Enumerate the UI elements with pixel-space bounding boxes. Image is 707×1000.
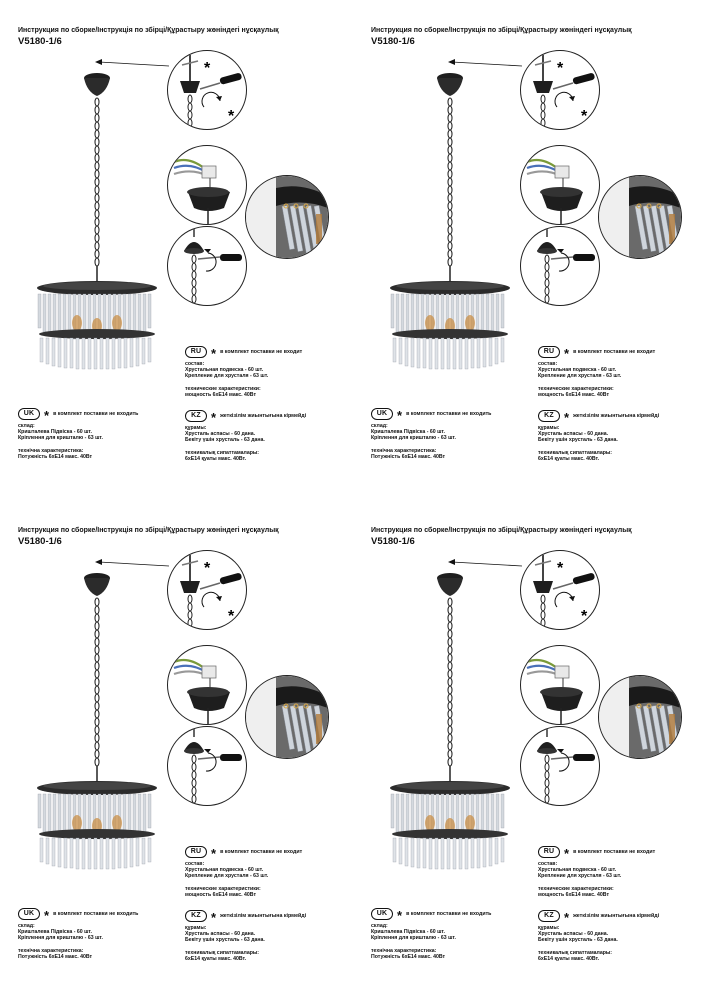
spec-line: технічна характеристика: xyxy=(371,947,437,954)
instruction-sheet-2 xyxy=(353,0,706,500)
spec-line: склад: xyxy=(371,923,388,929)
svg-text:*: * xyxy=(204,60,211,77)
lang-badge-uk: UK xyxy=(371,908,393,920)
spec-line: Крепление для хрусталя - 63 шт. xyxy=(185,873,269,880)
spec-line: состав: xyxy=(185,361,205,367)
model-number: V5180-1/6 xyxy=(18,536,62,547)
asterisk-icon: * xyxy=(211,410,217,425)
spec-line: техникалық сипаттамалары: xyxy=(538,949,613,956)
spec-line: Потужність 6xE14 макс. 40Вт xyxy=(18,953,93,960)
svg-text:*: * xyxy=(228,608,235,625)
spec-line: склад: xyxy=(371,423,388,429)
spec-line: технічна характеристика: xyxy=(371,447,437,454)
asterisk-icon: * xyxy=(211,346,217,361)
spec-line: технические характеристики: xyxy=(185,885,261,892)
model-number: V5180-1/6 xyxy=(371,36,415,47)
lang-badge-ru: RU xyxy=(538,346,560,358)
spec-line: состав: xyxy=(538,861,558,867)
spec-line: технические характеристики: xyxy=(538,885,614,892)
spec-line: технічна характеристика: xyxy=(18,447,84,454)
spec-line: состав: xyxy=(538,361,558,367)
instruction-title: Инструкция по сборке/Інструкція по збірці/Құрастыру жөніндегі нұсқаулық xyxy=(371,527,632,534)
spec-line: мощность 6xE14 макс. 40Вт xyxy=(538,891,609,898)
rotate-arrow-icon xyxy=(202,592,220,607)
spec-line: 6xE14 қуаты макс. 40Вт. xyxy=(185,455,247,462)
spec-line: техникалық сипаттамалары: xyxy=(185,449,260,456)
wire-icon xyxy=(535,555,551,581)
step-connect-wires xyxy=(167,645,247,725)
step-fix-canopy xyxy=(167,226,247,306)
instruction-title: Инструкция по сборке/Інструкція по збірці/Құрастыру жөніндегі нұсқаулық xyxy=(18,527,279,534)
spec-line: склад: xyxy=(18,423,35,429)
crystal-detail-photo xyxy=(598,175,682,259)
spec-block-uk xyxy=(371,408,491,460)
spec-block-ru xyxy=(538,846,655,898)
rotate-arrow-icon xyxy=(202,92,220,107)
instruction-sheet-1 xyxy=(0,0,353,500)
spec-line: Кріплення для кришталю - 63 шт. xyxy=(371,435,456,442)
spec-block-uk xyxy=(371,908,491,960)
svg-text:*: * xyxy=(581,108,588,125)
asterisk-icon: * xyxy=(564,910,570,925)
chandelier-illustration xyxy=(385,68,515,373)
not-included-note: в комплект поставки не входит xyxy=(573,348,656,355)
spec-line: техникалық сипаттамалары: xyxy=(538,449,613,456)
spec-line: Хрусталь аспасы - 60 дана. xyxy=(185,931,256,938)
not-included-note: в комплект поставки не входит xyxy=(220,348,303,355)
asterisk-icon: * xyxy=(44,408,50,423)
spec-line: Хрусталь аспасы - 60 дана. xyxy=(538,931,609,938)
spec-line: Крепление для хрусталя - 63 шт. xyxy=(538,373,622,380)
spec-line: технические характеристики: xyxy=(185,385,261,392)
asterisk-icon: * xyxy=(397,908,403,923)
asterisk-icon: * xyxy=(564,410,570,425)
spec-block-kz xyxy=(538,910,659,962)
spec-block-kz xyxy=(538,410,659,462)
svg-text:*: * xyxy=(204,560,211,577)
not-included-note: в комплект поставки не входить xyxy=(53,410,139,417)
chandelier-illustration xyxy=(385,568,515,873)
step-fix-canopy xyxy=(167,726,247,806)
spec-line: мощность 6xE14 макс. 40Вт xyxy=(185,891,256,898)
instruction-sheet-3 xyxy=(0,500,353,1000)
spec-line: Бекіту үшін хрусталь - 63 дана. xyxy=(538,937,618,944)
spec-line: техникалық сипаттамалары: xyxy=(185,949,260,956)
instruction-title: Инструкция по сборке/Інструкція по збірці/Құрастыру жөніндегі нұсқаулық xyxy=(371,27,632,34)
spec-line: склад: xyxy=(18,923,35,929)
not-included-note: жеткізілім жиынтығына кірмейді xyxy=(220,912,307,919)
spec-line: Кришталева Підвіска - 60 шт. xyxy=(18,429,92,436)
spec-line: технічна характеристика: xyxy=(18,947,84,954)
asterisk-icon: * xyxy=(211,910,217,925)
spec-line: Кріплення для кришталю - 63 шт. xyxy=(371,935,456,942)
step-fix-canopy xyxy=(520,726,600,806)
spec-line: состав: xyxy=(185,861,205,867)
spec-line: мощность 6xE14 макс. 40Вт xyxy=(538,391,609,398)
lang-badge-kz: KZ xyxy=(185,910,207,922)
spec-line: Бекіту үшін хрусталь - 63 дана. xyxy=(185,437,265,444)
spec-line: 6xE14 қуаты макс. 40Вт. xyxy=(185,955,247,962)
crystal-detail-photo xyxy=(245,675,329,759)
not-included-note: жеткізілім жиынтығына кірмейді xyxy=(573,412,660,419)
svg-text:*: * xyxy=(581,608,588,625)
lang-badge-uk: UK xyxy=(18,408,40,420)
spec-line: Потужність 6xE14 макс. 40Вт xyxy=(371,453,446,460)
asterisk-icon: * xyxy=(564,846,570,861)
not-included-note: в комплект поставки не входить xyxy=(53,910,139,917)
not-included-note: в комплект поставки не входит xyxy=(573,848,656,855)
chandelier-illustration xyxy=(32,568,162,873)
spec-block-uk xyxy=(18,408,138,460)
spec-block-kz xyxy=(185,910,306,962)
spec-line: құрамы: xyxy=(538,925,560,931)
not-included-note: в комплект поставки не входит xyxy=(220,848,303,855)
step-mount-hook xyxy=(520,50,600,130)
model-number: V5180-1/6 xyxy=(371,536,415,547)
svg-text:*: * xyxy=(557,560,564,577)
spec-line: Потужність 6xE14 макс. 40Вт xyxy=(18,453,93,460)
crystal-detail-photo xyxy=(598,675,682,759)
spec-line: Хрустальная подвеска - 60 шт. xyxy=(538,367,617,374)
not-included-note: в комплект поставки не входить xyxy=(406,910,492,917)
svg-text:*: * xyxy=(228,108,235,125)
spec-line: Хрустальная подвеска - 60 шт. xyxy=(185,367,264,374)
spec-line: Кришталева Підвіска - 60 шт. xyxy=(371,429,445,436)
lang-badge-kz: KZ xyxy=(185,410,207,422)
spec-line: Хрустальная подвеска - 60 шт. xyxy=(185,867,264,874)
step-connect-wires xyxy=(520,145,600,225)
spec-block-ru xyxy=(538,346,655,398)
step-connect-wires xyxy=(520,645,600,725)
step-mount-hook xyxy=(167,550,247,630)
model-number: V5180-1/6 xyxy=(18,36,62,47)
spec-line: 6xE14 қуаты макс. 40Вт. xyxy=(538,955,600,962)
spec-line: Кришталева Підвіска - 60 шт. xyxy=(18,929,92,936)
spec-line: 6xE14 қуаты макс. 40Вт. xyxy=(538,455,600,462)
spec-line: Крепление для хрусталя - 63 шт. xyxy=(185,373,269,380)
step-mount-hook xyxy=(167,50,247,130)
asterisk-icon: * xyxy=(564,346,570,361)
instruction-sheet-4 xyxy=(353,500,706,1000)
not-included-note: в комплект поставки не входить xyxy=(406,410,492,417)
step-fix-canopy xyxy=(520,226,600,306)
not-included-note: жеткізілім жиынтығына кірмейді xyxy=(220,412,307,419)
spec-line: Хрусталь аспасы - 60 дана. xyxy=(538,431,609,438)
wire-icon xyxy=(535,55,551,81)
lang-badge-ru: RU xyxy=(538,846,560,858)
spec-line: мощность 6xE14 макс. 40Вт xyxy=(185,391,256,398)
lang-badge-uk: UK xyxy=(18,908,40,920)
step-connect-wires xyxy=(167,145,247,225)
spec-line: Кришталева Підвіска - 60 шт. xyxy=(371,929,445,936)
not-included-note: жеткізілім жиынтығына кірмейді xyxy=(573,912,660,919)
asterisk-icon: * xyxy=(397,408,403,423)
spec-line: Кріплення для кришталю - 63 шт. xyxy=(18,935,103,942)
lang-badge-kz: KZ xyxy=(538,910,560,922)
step-mount-hook xyxy=(520,550,600,630)
spec-line: Потужність 6xE14 макс. 40Вт xyxy=(371,953,446,960)
lang-badge-uk: UK xyxy=(371,408,393,420)
svg-text:*: * xyxy=(557,60,564,77)
asterisk-icon: * xyxy=(44,908,50,923)
instruction-title: Инструкция по сборке/Інструкція по збірці/Құрастыру жөніндегі нұсқаулық xyxy=(18,27,279,34)
rotate-arrow-icon xyxy=(555,592,573,607)
chandelier-illustration xyxy=(32,68,162,373)
asterisk-icon: * xyxy=(211,846,217,861)
spec-line: Крепление для хрусталя - 63 шт. xyxy=(538,873,622,880)
spec-block-ru xyxy=(185,846,302,898)
spec-line: құрамы: xyxy=(185,425,207,431)
spec-line: Хрустальная подвеска - 60 шт. xyxy=(538,867,617,874)
lang-badge-ru: RU xyxy=(185,846,207,858)
spec-block-ru xyxy=(185,346,302,398)
rotate-arrow-icon xyxy=(555,92,573,107)
lang-badge-ru: RU xyxy=(185,346,207,358)
spec-line: құрамы: xyxy=(185,925,207,931)
spec-line: Кріплення для кришталю - 63 шт. xyxy=(18,435,103,442)
crystal-detail-photo xyxy=(245,175,329,259)
spec-block-kz xyxy=(185,410,306,462)
spec-line: Бекіту үшін хрусталь - 63 дана. xyxy=(538,437,618,444)
spec-line: технические характеристики: xyxy=(538,385,614,392)
wire-icon xyxy=(182,55,198,81)
spec-line: Хрусталь аспасы - 60 дана. xyxy=(185,431,256,438)
lang-badge-kz: KZ xyxy=(538,410,560,422)
spec-line: Бекіту үшін хрусталь - 63 дана. xyxy=(185,937,265,944)
spec-line: құрамы: xyxy=(538,425,560,431)
wire-icon xyxy=(182,555,198,581)
spec-block-uk xyxy=(18,908,138,960)
